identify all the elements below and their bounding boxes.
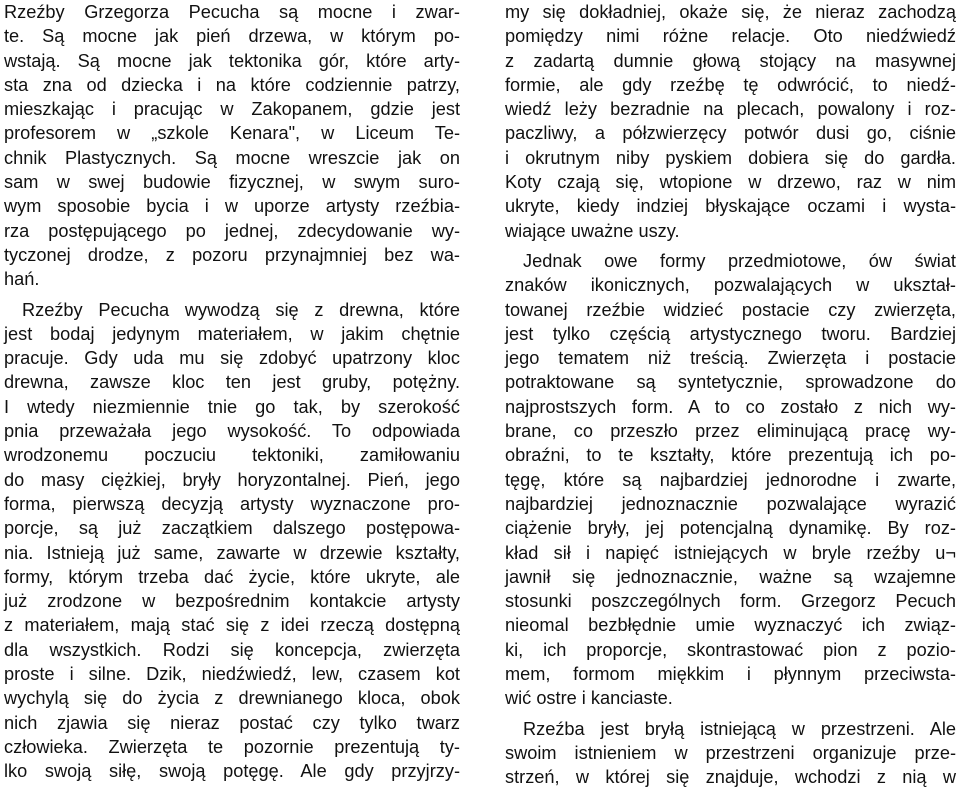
text-line: rza postępującego po jednej, zdecydowanie wy- [4,220,460,241]
text-line: Jednak owe formy przedmiotowe, ów świat [523,250,956,271]
text-line: proste i silne. Dzik, niedźwiedź, lew, czasem kot [4,664,460,685]
text-line: my się dokładniej, okaże się, że nieraz zachodzą [505,2,956,22]
text-line: profesorem w „szkole Kenara", w Liceum Te- [4,123,460,144]
text-line: znaków ikonicznych, pozwalających w ukształ- [505,275,956,296]
text-line: nia. Istnieją już same, zawarte w drzewie kształty, [4,542,460,563]
text-line: swoim istnieniem w przestrzeni organizuje prze- [505,742,956,763]
text-line: z zadartą dumnie głową stojący na masywnej [505,50,956,71]
text-line: dla wszystkich. Rodzi się koncepcja, zwierzęta [4,639,460,660]
text-line: jego tematem niż treścią. Zwierzęta i postacie [505,348,956,369]
text-line: Rzeźby Grzegorza Pecucha są mocne i zwar- [4,2,460,22]
text-line: wym sposobie bycia i w uporze artysty rzeźbia- [4,196,460,217]
text-line: formy, którym trzeba dać życie, które ukryte, ale [4,566,460,587]
text-line: Koty czają się, wtopione w drzewo, raz w nim [505,172,956,193]
text-line: wstają. Są mocne jak tektonika gór, które arty- [4,50,460,71]
text-line: wić ostre i kanciaste. [505,688,673,709]
text-line: sta zna od dziecka i na które codziennie patrzy, [4,74,460,95]
text-line: wiające uważne uszy. [505,220,680,241]
text-line: brane, co przeszło przez eliminującą pracę wy- [505,421,956,442]
text-line: z materiałem, mają stać się z idei rzeczą dostępną [4,615,460,636]
paragraph [505,717,956,790]
text-line: tęgę, które są najbardziej jednorodne i zwarte, [505,469,956,490]
text-line: już zrodzone w bezpośrednim kontakcie artysty [4,591,460,612]
text-line: wychylą się do życia z drewnianego kloca, obok [4,688,460,709]
text-line: pnia przeważała jego wysokość. To odpowiada [4,421,460,442]
text-line: jawnił się jednoznacznie, ważne są wzajemne [505,566,956,587]
text-line: ciążenie bryły, jej potencjalną dynamikę. By roz- [505,518,956,539]
text-line: chnik Plastycznych. Są mocne wreszcie jak on [4,147,460,168]
text-line: pracuje. Gdy uda mu się zdobyć upatrzony kloc [4,348,460,369]
text-line: i okrutnym niby pyskiem dobiera się do gardła. [505,147,956,168]
text-line: ukryte, kiedy indziej błyskające oczami i wysta- [505,196,956,217]
text-line: człowieka. Zwierzęta te pozornie prezentują ty- [4,736,460,757]
text-line: tyczonej drodze, z pozoru przynajmniej bez wa- [4,244,460,265]
text-line: nich zjawia się nieraz postać czy tylko twarz [4,712,460,733]
paragraph [505,0,956,243]
text-line: najbardziej jednoznacznie pozwalające wyrazić [505,493,956,514]
right-text-column [505,0,956,790]
text-line: obraźni, to te kształty, które prezentują ich po- [505,445,956,466]
text-line: towanej rzeźbie widzieć postacie czy zwierzęta, [505,299,956,320]
text-line: do masy ciężkiej, bryły horyzontalnej. Pień, jego [4,469,460,490]
text-line: ki, ich proporcje, skontrastować pion z pozio- [505,639,956,660]
text-line: wiedź leży bezradnie na plecach, powalony i roz- [505,99,956,120]
text-line: stosunki poszczególnych form. Grzegorz Pecuch [505,591,956,612]
text-line: jest tylko częścią artystycznego tworu. Bardziej [505,323,956,344]
text-line: wrodzonemu poczuciu tektoniki, zamiłowaniu [4,445,460,466]
text-line: porcje, są już zaczątkiem dalszego postępowa- [4,518,460,539]
text-line: jest bodaj jedynym materiałem, w jakim chętnie [4,323,460,344]
text-line: formie, ale gdy rzeźbę tę odwrócić, to niedź- [505,74,956,95]
text-line: Rzeźba jest bryłą istniejącą w przestrzeni. Ale [523,718,956,739]
text-line: kład sił i napięć istniejących w bryle rzeźby u¬ [505,542,956,563]
text-line: najprostszych form. A to co zostało z nich wy- [505,396,956,417]
text-line: nieomal bezbłędnie umie wyznaczyć ich związ- [505,615,956,636]
text-line: mem, formom miękkim i płynnym przeciwsta- [505,664,956,685]
text-line: lko swoją siłę, swoją potęgę. Ale gdy przyjrzy- [4,761,460,782]
left-text-column [4,0,460,784]
text-line: strzeń, w której się znajduje, wchodzi z nią w [505,767,956,788]
paragraph [4,0,460,292]
text-line: potraktowane są syntetycznie, sprowadzone do [505,372,956,393]
text-line: hań. [4,269,40,290]
text-line: te. Są mocne jak pień drzewa, w którym po- [4,26,460,47]
text-line: paczliwy, a półzwierzęcy potwór dusi go, ciśnie [505,123,956,144]
paragraph [4,298,460,784]
text-line: Rzeźby Pecucha wywodzą się z drewna, które [22,299,460,320]
text-line: sam w swej budowie fizycznej, w swym suro- [4,172,460,193]
paragraph [505,249,956,711]
text-line: mieszkając i pracując w Zakopanem, gdzie jest [4,99,460,120]
text-line: drewna, zawsze kloc ten jest gruby, potężny. [4,372,460,393]
text-line: forma, pierwszą decyzją artysty wyznaczone pro- [4,493,460,514]
text-line: I wtedy niezmiennie tnie go tak, by szerokość [4,396,460,417]
text-line: pomiędzy nimi różne relacje. Oto niedźwiedź [505,26,956,47]
